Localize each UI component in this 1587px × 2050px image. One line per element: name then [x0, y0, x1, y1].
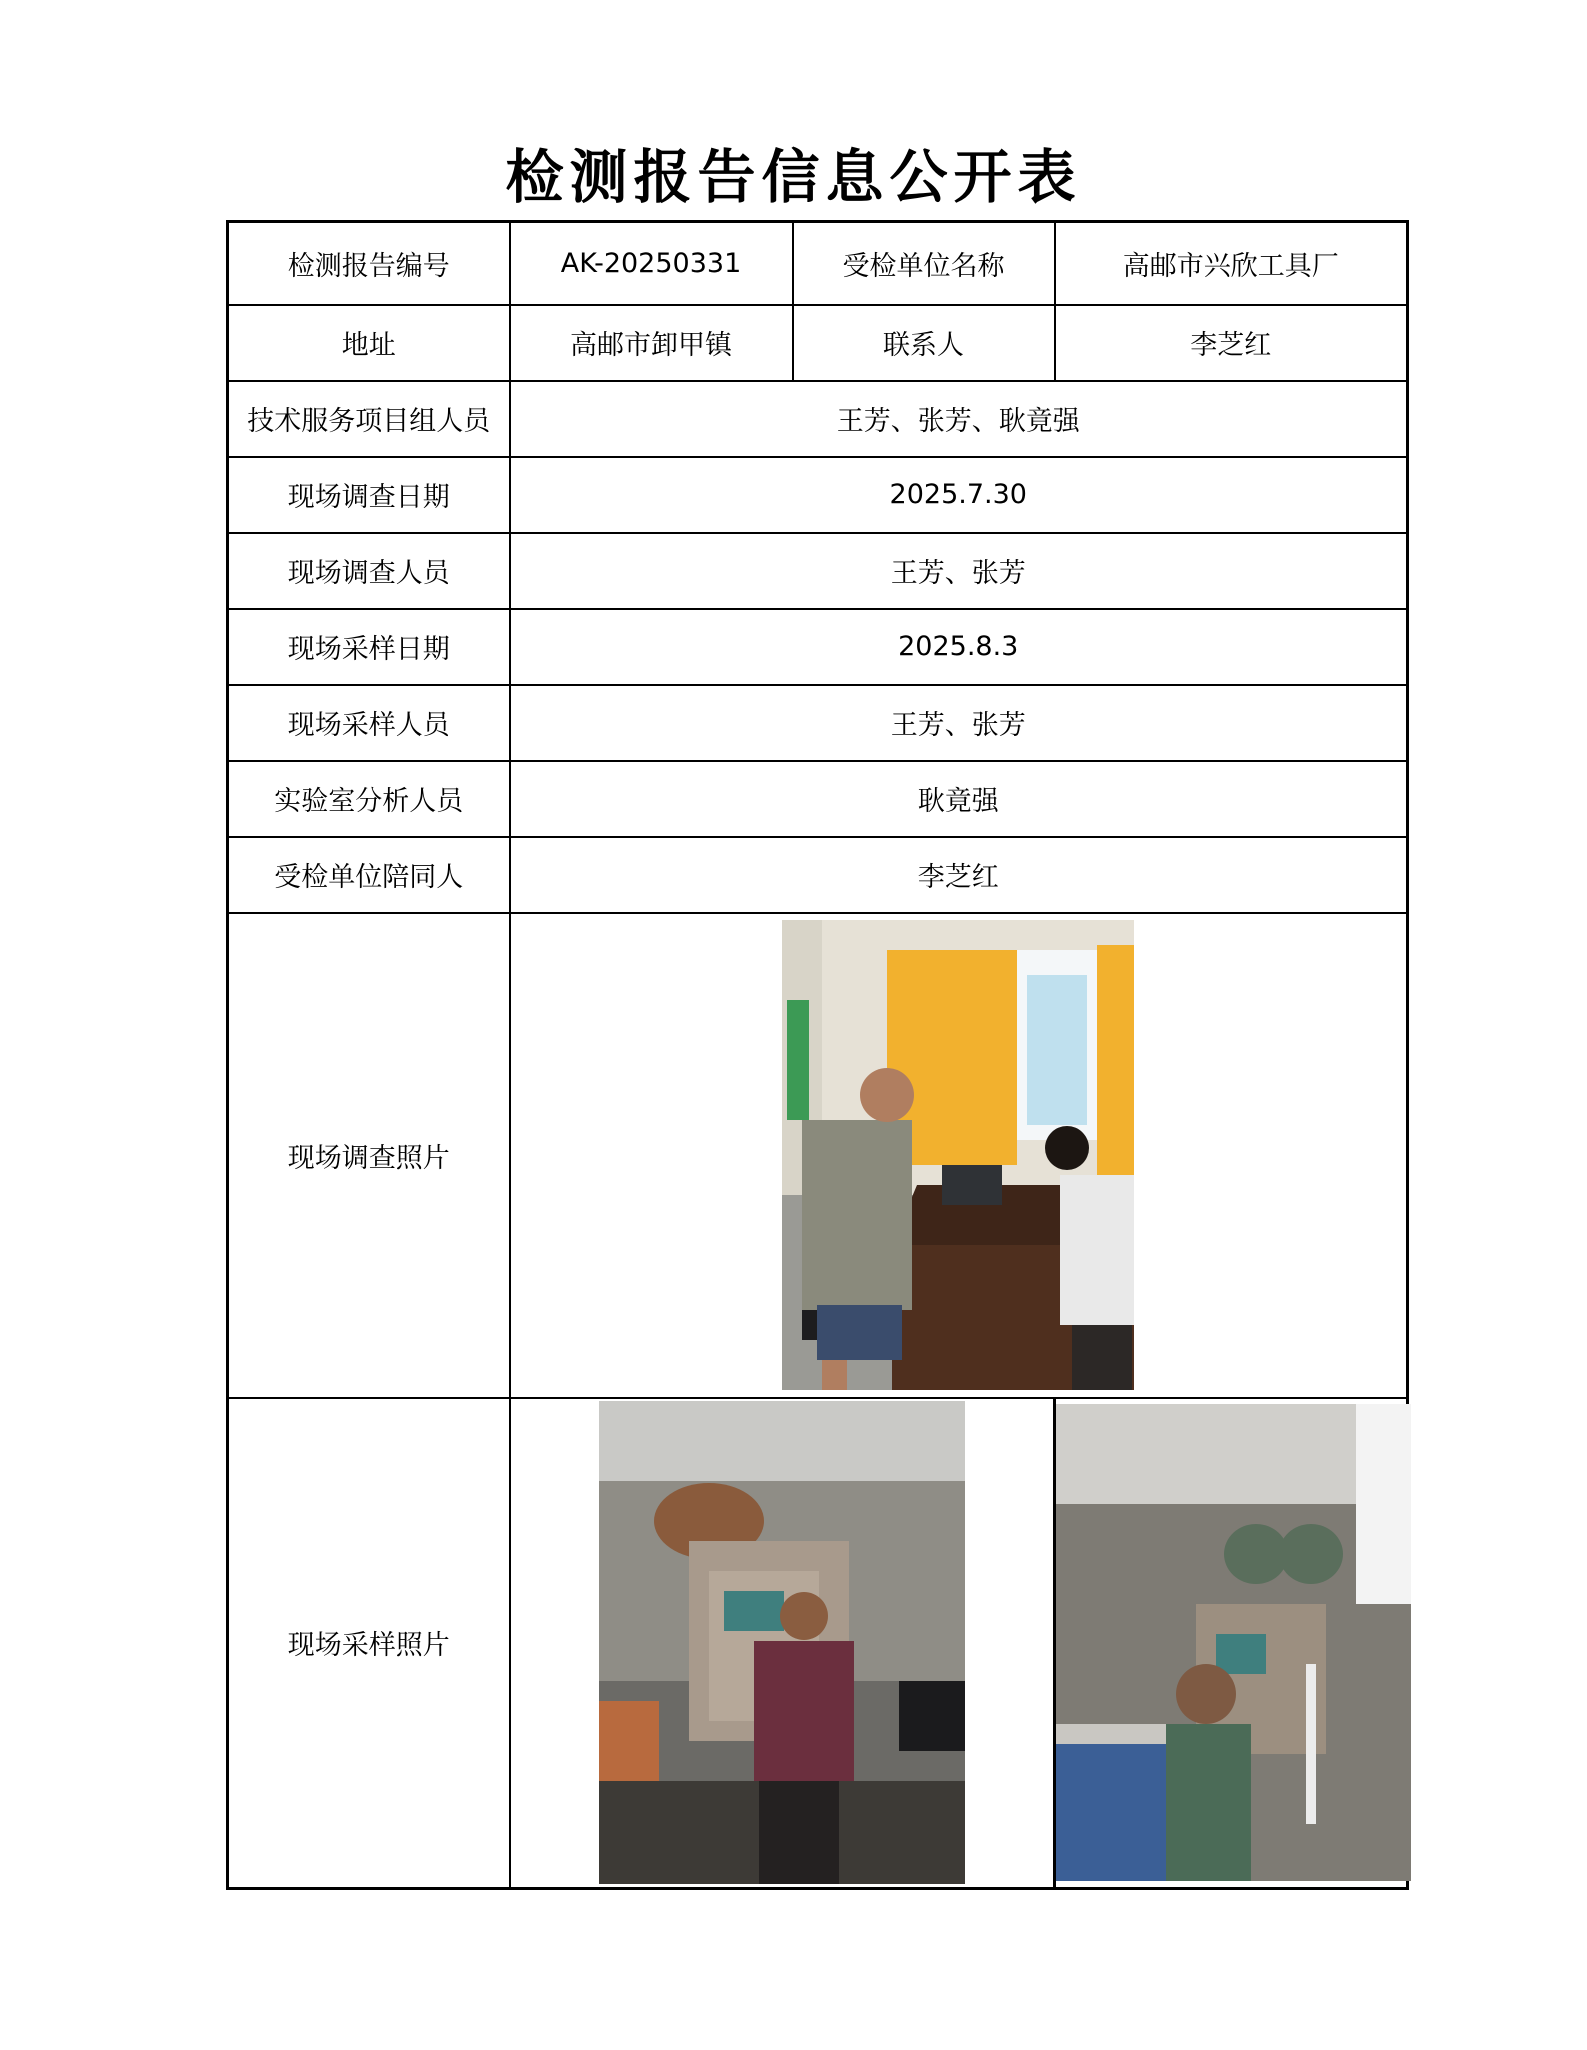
report-no-label: 检测报告编号 [228, 222, 510, 305]
unit-name-label: 受检单位名称 [793, 222, 1055, 305]
table-row-sampling-staff [228, 685, 1408, 761]
survey-date-value: 2025.7.30 [510, 457, 1408, 533]
table-row-lab-staff [228, 761, 1408, 837]
lab-staff-label: 实验室分析人员 [228, 761, 510, 837]
table-row-report-no [228, 222, 1408, 305]
sampling-photo-cell-1 [510, 1398, 1055, 1889]
table-row-survey-staff [228, 533, 1408, 609]
survey-staff-value: 王芳、张芳 [510, 533, 1408, 609]
lab-staff-value: 耿竟强 [510, 761, 1408, 837]
sampling-photo-1 [599, 1401, 965, 1884]
table-row-survey-photo [228, 913, 1408, 1398]
sampling-photo-2 [1056, 1404, 1411, 1881]
sampling-staff-value: 王芳、张芳 [510, 685, 1408, 761]
table-row-sampling-photo [228, 1398, 1408, 1889]
survey-photo [782, 920, 1134, 1390]
escort-label: 受检单位陪同人 [228, 837, 510, 913]
sampling-date-value: 2025.8.3 [510, 609, 1408, 685]
sampling-staff-label: 现场采样人员 [228, 685, 510, 761]
unit-name-value: 高邮市兴欣工具厂 [1055, 222, 1408, 305]
sampling-date-label: 现场采样日期 [228, 609, 510, 685]
survey-staff-label: 现场调查人员 [228, 533, 510, 609]
contact-label: 联系人 [793, 305, 1055, 381]
table-row-address [228, 305, 1408, 381]
page-title: 检测报告信息公开表 [505, 143, 1082, 211]
sampling-photo-cell-2 [1055, 1398, 1408, 1889]
address-label: 地址 [228, 305, 510, 381]
survey-date-label: 现场调查日期 [228, 457, 510, 533]
survey-photo-label: 现场调查照片 [228, 913, 510, 1398]
table-row-escort [228, 837, 1408, 913]
table-row-survey-date [228, 457, 1408, 533]
table-row-team [228, 381, 1408, 457]
team-value: 王芳、张芳、耿竟强 [510, 381, 1408, 457]
table-row-sampling-date [228, 609, 1408, 685]
contact-value: 李芝红 [1055, 305, 1408, 381]
survey-photo-cell [510, 913, 1408, 1398]
team-label: 技术服务项目组人员 [228, 381, 510, 457]
address-value: 高邮市卸甲镇 [510, 305, 793, 381]
report-info-table [226, 220, 1409, 1890]
escort-value: 李芝红 [510, 837, 1408, 913]
sampling-photo-label: 现场采样照片 [228, 1398, 510, 1889]
report-no-value: AK-20250331 [510, 222, 793, 305]
